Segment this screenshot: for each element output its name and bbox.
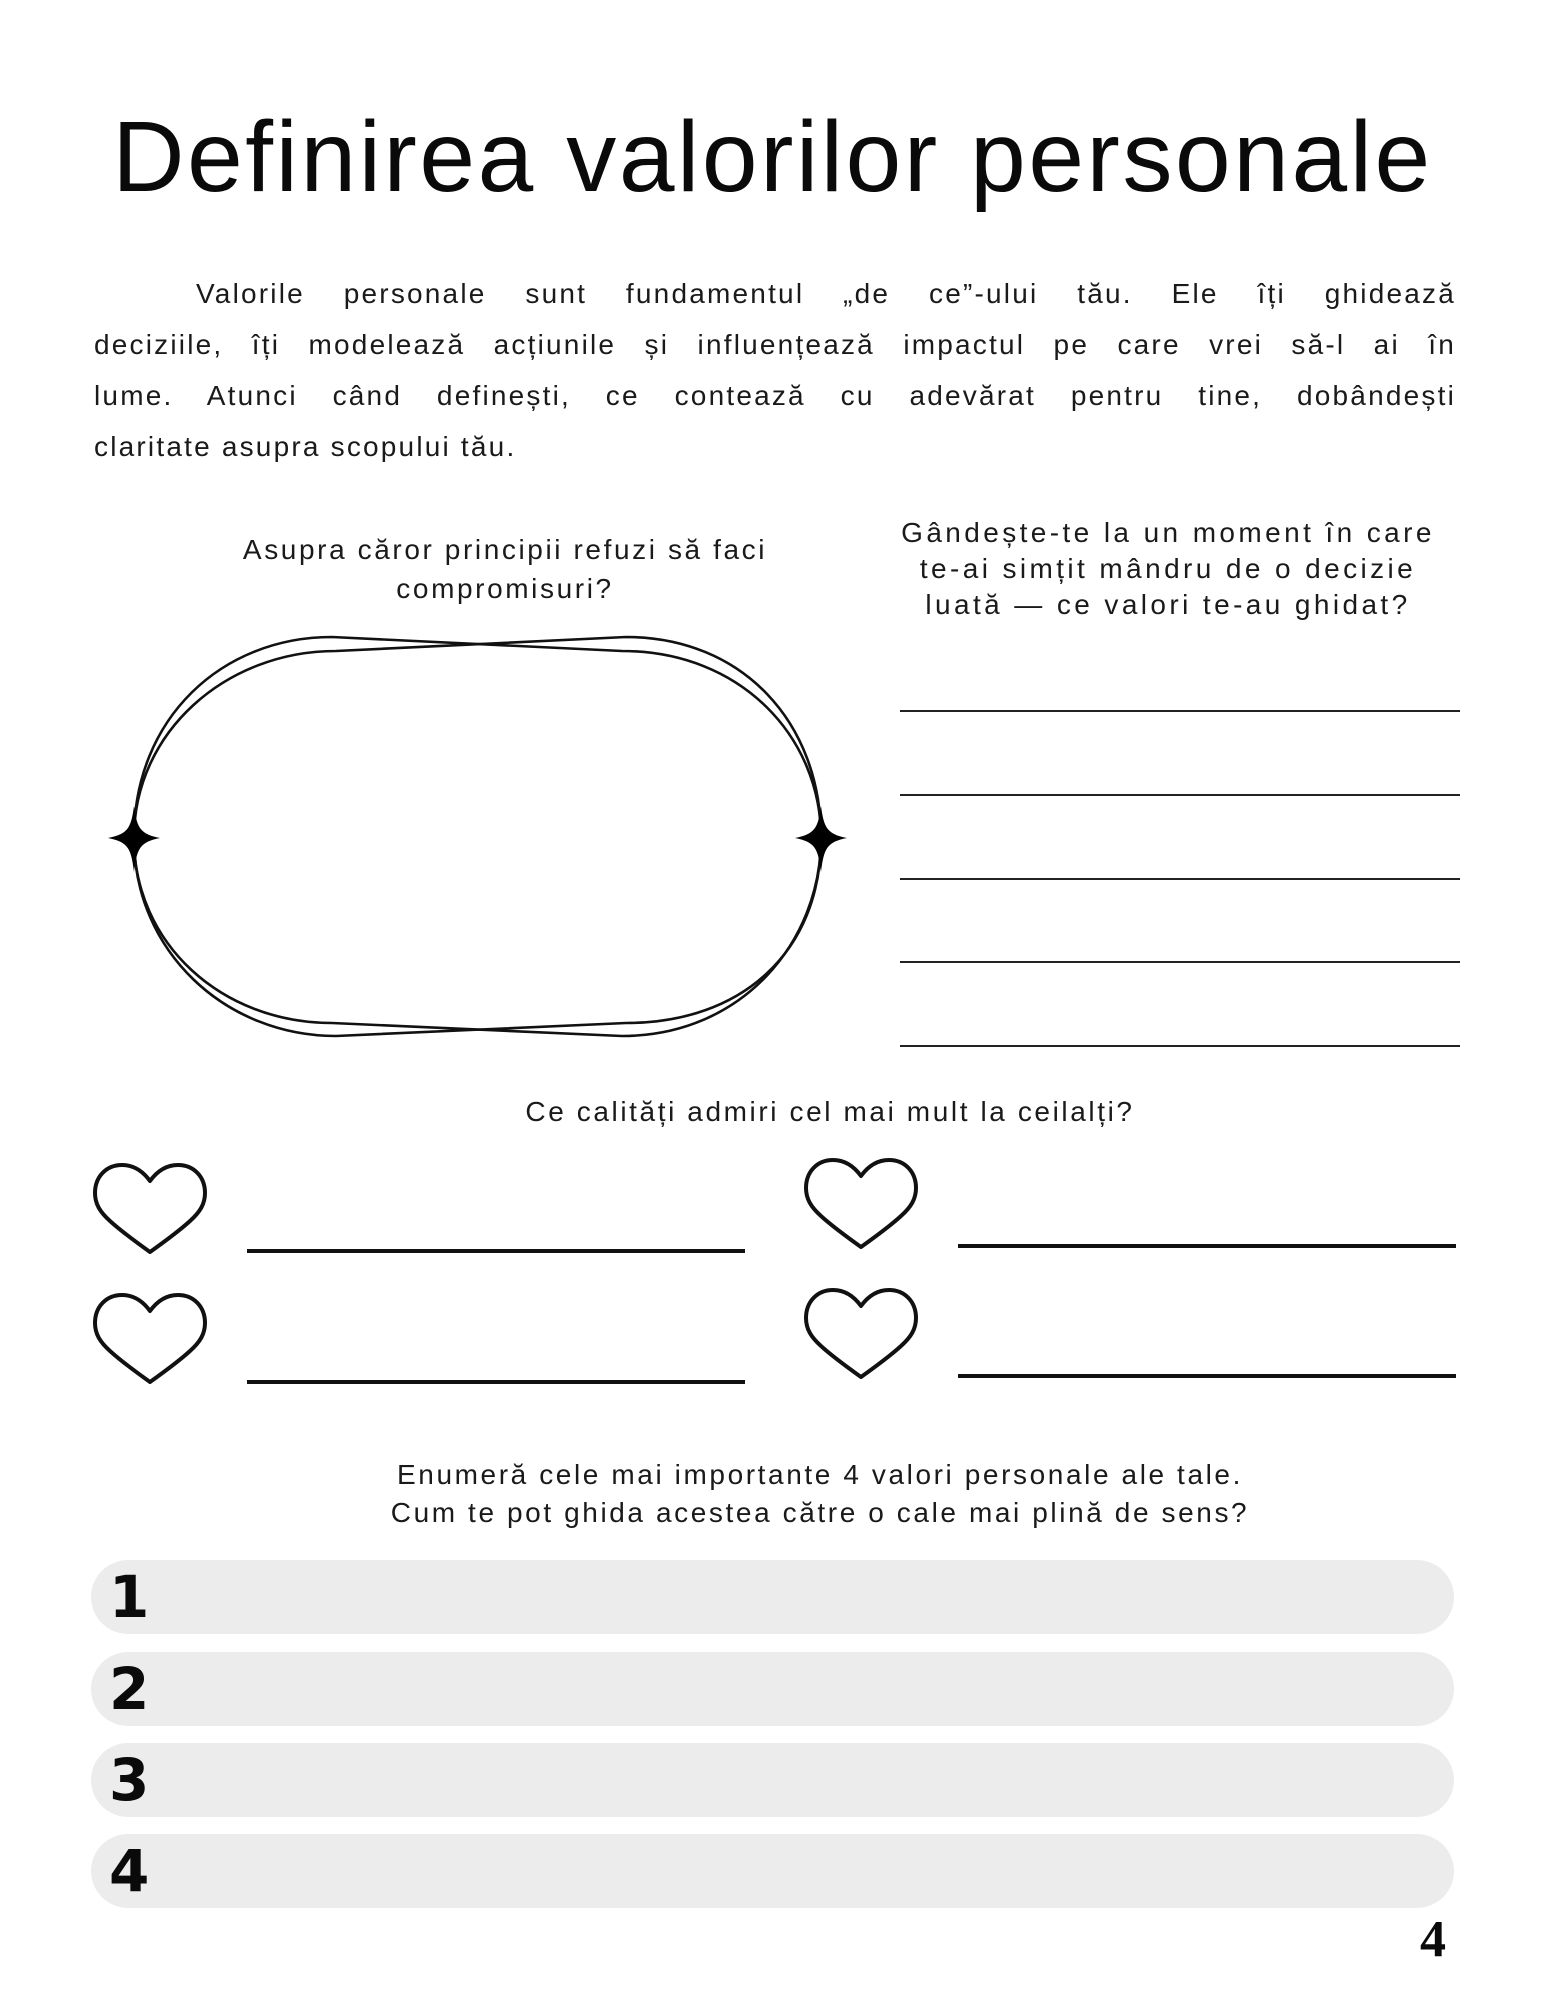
answer-line[interactable] [900,710,1460,712]
heart-icon [803,1287,919,1379]
quality-answer-line[interactable] [958,1244,1456,1248]
star-icon [108,806,160,872]
principles-question-line: Asupra căror principii refuzi să faci [242,534,768,565]
page-number: 4 [1420,1911,1446,1968]
value-number: 1 [109,1563,150,1631]
value-input-1[interactable] [91,1560,1454,1634]
proud-moment-question-line: te-ai simțit mândru de o decizie [919,553,1417,584]
value-number: 3 [109,1746,150,1814]
star-icon [795,806,847,872]
value-number: 2 [109,1655,150,1723]
intro-line: Valorile personale sunt fundamentul „de ce”-ului tău. Ele îți ghidează [196,278,1456,309]
value-input-4[interactable] [91,1834,1454,1908]
values-question-line: Enumeră cele mai importante 4 valori personale ale tale. [397,1459,1243,1490]
value-input-2[interactable] [91,1652,1454,1726]
values-question [250,1456,1390,1532]
proud-moment-question-line: Gândește-te la un moment în care [901,517,1435,548]
intro-line: lume. Atunci când definești, ce contează cu adevărat pentru tine, dobândești [94,380,1456,411]
heart-icon [803,1157,919,1249]
heart-icon [92,1162,208,1254]
page-title: Definirea valorilor personale [112,101,1433,213]
quality-answer-line[interactable] [247,1380,745,1384]
quality-answer-line[interactable] [958,1374,1456,1378]
answer-line[interactable] [900,794,1460,796]
answer-line[interactable] [900,878,1460,880]
qualities-question: Ce calități admiri cel mai mult la ceilalți? [525,1096,1135,1127]
principles-answer-frame[interactable] [100,620,860,1060]
principles-question-line: compromisuri? [396,573,614,604]
quality-answer-line[interactable] [247,1249,745,1253]
intro-line: claritate asupra scopului tău. [94,431,517,462]
double-oval-frame-icon [100,620,860,1060]
answer-line[interactable] [900,961,1460,963]
intro-paragraph [94,268,1456,472]
value-input-3[interactable] [91,1743,1454,1817]
proud-moment-question-line: luată — ce valori te-au ghidat? [925,589,1411,620]
principles-question [190,530,820,608]
value-number: 4 [109,1837,150,1905]
heart-icon [92,1292,208,1384]
answer-line[interactable] [900,1045,1460,1047]
intro-line: deciziile, îți modelează acțiunile și influențează impactul pe care vrei să-l ai în [94,329,1456,360]
values-question-line: Cum te pot ghida acestea către o cale mai plină de sens? [390,1497,1250,1528]
proud-moment-question [868,515,1468,623]
